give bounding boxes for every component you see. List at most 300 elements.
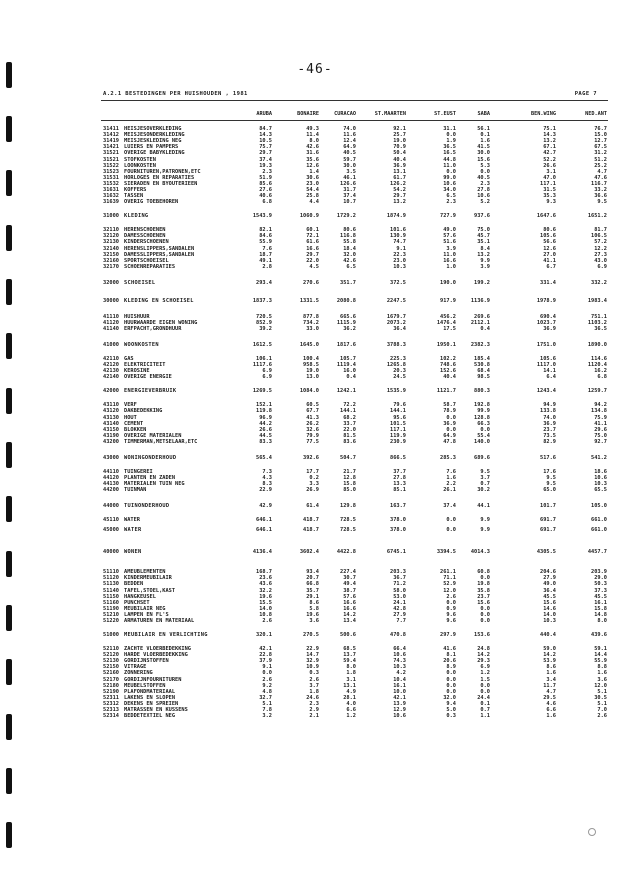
- row-code: 32150: [103, 251, 119, 258]
- row-value: 32.6: [306, 426, 319, 433]
- row-value: 19.6: [259, 593, 272, 600]
- row-value: 1.6: [546, 670, 556, 677]
- row-value: 27.6: [259, 187, 272, 193]
- row-value: 27.0: [543, 251, 556, 258]
- table-title: A.2.1 BESTEDINGEN PER HUISHOUDEN , 1981: [103, 91, 248, 97]
- row-code: 31523: [103, 168, 119, 175]
- row-value: 541.2: [591, 454, 607, 461]
- row-value: 10.3: [543, 618, 556, 624]
- row-code: 51000: [103, 632, 119, 638]
- row-value: 10.5: [259, 138, 272, 145]
- row-value: 19.0: [393, 138, 406, 145]
- row-value: 52.9: [443, 581, 456, 588]
- row-label: OVERIG TOEBEHOREN: [124, 199, 179, 206]
- row-value: 80.6: [343, 227, 356, 234]
- row-label: DAMESSLIPPERS,SANDALEN: [124, 251, 195, 258]
- row-value: 14.4: [594, 652, 607, 659]
- table-row: [0, 150, 630, 156]
- row-value: 0.0: [480, 426, 490, 433]
- row-value: 378.0: [390, 517, 406, 524]
- row-value: 99.9: [477, 408, 490, 415]
- row-code: 44110: [103, 468, 119, 475]
- row-value: 41.5: [477, 144, 490, 151]
- row-value: 56.6: [543, 239, 556, 246]
- row-value: 11.6: [343, 132, 356, 139]
- row-value: 1.6: [480, 138, 490, 145]
- table-row: [0, 469, 630, 475]
- row-value: 39.2: [259, 326, 272, 332]
- row-value: 40.5: [477, 174, 490, 181]
- row-value: 18.4: [343, 245, 356, 252]
- row-label: TASSEN: [124, 193, 144, 200]
- row-value: 106.5: [591, 233, 607, 240]
- row-value: 10.0: [393, 688, 406, 695]
- row-value: 225.3: [390, 356, 406, 362]
- row-label: KLEDING EN SCHOEISEL: [124, 297, 194, 304]
- row-value: 30.2: [477, 487, 490, 494]
- row-value: 185.4: [474, 356, 490, 362]
- row-value: 36.9: [543, 326, 556, 332]
- row-value: 0.0: [446, 527, 456, 534]
- row-value: 690.4: [540, 313, 556, 320]
- row-value: 0.7: [480, 481, 490, 488]
- row-value: 49.4: [343, 581, 356, 588]
- row-value: 26.1: [443, 487, 456, 494]
- row-value: 14.2: [343, 611, 356, 618]
- row-value: 36.9: [543, 420, 556, 427]
- row-label: WOONKOSTEN: [124, 342, 159, 348]
- row-code: 52313: [103, 707, 119, 713]
- row-value: 6.8: [262, 199, 272, 206]
- row-value: 9.5: [597, 199, 607, 206]
- table-row: [0, 258, 630, 264]
- row-value: 4.7: [597, 168, 607, 175]
- row-value: 5.2: [480, 199, 490, 206]
- row-value: 101.6: [390, 227, 406, 234]
- row-code: 31421: [103, 144, 119, 151]
- row-value: 44.5: [259, 432, 272, 439]
- row-value: 12.0: [594, 682, 607, 689]
- row-value: 691.7: [540, 527, 556, 534]
- row-value: 61.7: [393, 174, 406, 181]
- row-value: 190.0: [440, 279, 456, 286]
- row-value: 32.0: [343, 251, 356, 258]
- column-header-bonaire: BONAIRE: [297, 111, 319, 117]
- row-value: 0.3: [446, 713, 456, 720]
- row-value: 153.6: [474, 632, 490, 638]
- row-value: 23.0: [306, 180, 319, 187]
- table-row: [0, 549, 630, 555]
- row-value: 6.9: [597, 263, 607, 270]
- row-value: 17.7: [306, 468, 319, 475]
- row-value: 74.0: [543, 414, 556, 421]
- row-value: 67.5: [594, 144, 607, 151]
- row-value: 35.8: [477, 587, 490, 594]
- row-value: 37.4: [259, 156, 272, 163]
- table-row: [0, 320, 630, 326]
- row-label: MEUBELSTOFFEN: [124, 682, 166, 689]
- row-label: WONEN: [124, 549, 142, 556]
- row-value: 9.5: [546, 481, 556, 488]
- table-row: [0, 646, 630, 652]
- row-value: 646.1: [256, 527, 272, 534]
- table-row: [0, 175, 630, 181]
- row-value: 16.1: [594, 599, 607, 606]
- row-value: 2.6: [309, 676, 319, 683]
- row-value: 21.7: [343, 468, 356, 475]
- row-code: 41000: [103, 342, 119, 348]
- row-value: 1136.9: [470, 297, 490, 304]
- row-value: 130.9: [390, 233, 406, 240]
- table-row: [0, 569, 630, 575]
- row-value: 5.1: [262, 700, 272, 707]
- row-value: 8.4: [480, 245, 490, 252]
- row-value: 0.0: [480, 168, 490, 175]
- row-label: HERENSCHOENEN: [124, 227, 166, 234]
- row-value: 23.7: [543, 426, 556, 433]
- row-code: 52190: [103, 688, 119, 695]
- row-value: 10.6: [477, 193, 490, 200]
- row-value: 8.0: [597, 618, 607, 624]
- row-value: 230.9: [390, 438, 406, 445]
- row-value: 1.1: [480, 713, 490, 720]
- row-value: 57.6: [343, 593, 356, 600]
- row-value: 1817.6: [336, 342, 356, 348]
- row-label: HERENSLIPPERS,SANDALEN: [124, 245, 195, 252]
- row-value: 60.5: [306, 402, 319, 409]
- row-code: 52311: [103, 694, 119, 701]
- row-value: 101.7: [540, 503, 556, 510]
- table-row: [0, 701, 630, 707]
- header-rule: [101, 100, 608, 101]
- row-value: 7.7: [396, 618, 406, 624]
- row-value: 9.4: [446, 700, 456, 707]
- table-row: [0, 689, 630, 695]
- column-header-rule: [101, 120, 608, 121]
- row-code: 42130: [103, 368, 119, 375]
- table-row: [0, 487, 630, 493]
- row-value: 68.4: [477, 368, 490, 375]
- row-value: 4.8: [262, 688, 272, 695]
- row-code: 52314: [103, 713, 119, 720]
- row-value: 203.9: [591, 569, 607, 576]
- row-value: 0.0: [446, 414, 456, 421]
- row-value: 7.8: [262, 707, 272, 713]
- row-label: OVERIGE MATERIALEN: [124, 432, 182, 439]
- row-value: 49.0: [543, 581, 556, 588]
- table-row: [0, 594, 630, 600]
- row-value: 1023.7: [536, 319, 556, 326]
- row-code: 43110: [103, 402, 119, 409]
- table-row: [0, 670, 630, 676]
- row-value: 1121.7: [436, 388, 456, 395]
- row-code: 45110: [103, 517, 119, 524]
- row-value: 1117.6: [252, 362, 272, 369]
- row-value: 1119.4: [336, 362, 356, 369]
- row-value: 72.2: [343, 402, 356, 409]
- row-label: OVERIGE ENERGIE: [124, 374, 172, 381]
- row-value: 55.4: [477, 432, 490, 439]
- row-value: 68.5: [343, 646, 356, 652]
- row-value: 9.6: [446, 618, 456, 624]
- row-label: ZONNERING: [124, 670, 153, 677]
- row-value: 17.6: [543, 468, 556, 475]
- row-code: 43150: [103, 426, 119, 433]
- row-label: GORDIJNSTOFFEN: [124, 658, 169, 665]
- table-row: [0, 181, 630, 187]
- row-value: 2080.8: [336, 297, 356, 304]
- row-value: 297.9: [440, 632, 456, 638]
- row-value: 392.6: [303, 454, 319, 461]
- row-value: 13.0: [306, 374, 319, 381]
- row-value: 1751.0: [536, 342, 556, 348]
- table-row: [0, 132, 630, 138]
- row-value: 270.6: [303, 279, 319, 286]
- row-label: CEMENT: [124, 420, 144, 427]
- row-value: 12.4: [343, 138, 356, 145]
- row-value: 0.0: [446, 517, 456, 524]
- row-code: 32000: [103, 279, 119, 286]
- row-value: 15.6: [477, 599, 490, 606]
- row-label: GAS: [124, 356, 134, 362]
- row-value: 82.1: [259, 227, 272, 234]
- row-value: 25.7: [393, 132, 406, 139]
- row-value: 95.6: [393, 414, 406, 421]
- row-value: 70.9: [393, 144, 406, 151]
- row-value: 13.2: [393, 199, 406, 206]
- row-value: 31.6: [306, 150, 319, 157]
- row-label: SPORTSCHOEISEL: [124, 257, 169, 264]
- row-value: 85.0: [343, 487, 356, 494]
- row-value: 2073.2: [386, 319, 406, 326]
- row-value: 3394.5: [436, 549, 456, 556]
- row-value: 20.6: [443, 658, 456, 665]
- row-value: 10.6: [443, 180, 456, 187]
- row-value: 3.6: [309, 618, 319, 624]
- row-value: 53.0: [393, 593, 406, 600]
- row-label: VERF: [124, 402, 137, 409]
- row-value: 9.1: [396, 245, 406, 252]
- row-value: 2.6: [262, 618, 272, 624]
- row-value: 1242.1: [336, 388, 356, 395]
- table-row: [0, 606, 630, 612]
- row-code: 43190: [103, 432, 119, 439]
- row-value: 12.9: [393, 707, 406, 713]
- row-code: 51140: [103, 587, 119, 594]
- row-value: 27.9: [543, 575, 556, 582]
- row-value: 11.7: [543, 682, 556, 689]
- row-label: MEISJESKLEDING NEG: [124, 138, 182, 145]
- row-value: 50.4: [393, 150, 406, 157]
- row-value: 0.0: [446, 670, 456, 677]
- row-value: 2.3: [446, 199, 456, 206]
- table-row: [0, 658, 630, 664]
- row-value: 4.2: [396, 670, 406, 677]
- row-label: BLOKKEN: [124, 426, 147, 433]
- row-value: 51.2: [594, 156, 607, 163]
- row-value: 6.4: [546, 374, 556, 381]
- table-row: [0, 342, 630, 348]
- table-row: [0, 600, 630, 606]
- row-value: 16.2: [594, 368, 607, 375]
- row-value: 100.4: [303, 356, 319, 362]
- row-value: 3788.3: [386, 342, 406, 348]
- row-value: 45.5: [543, 593, 556, 600]
- row-value: 3.3: [309, 481, 319, 488]
- row-label: TAFEL,STOEL,KAST: [124, 587, 176, 594]
- row-code: 52180: [103, 682, 119, 689]
- row-value: 19.8: [477, 581, 490, 588]
- row-value: 10.8: [259, 611, 272, 618]
- row-value: 7.6: [262, 245, 272, 252]
- row-value: 92.1: [393, 126, 406, 132]
- row-value: 26.9: [306, 487, 319, 494]
- row-label: MEUBILAIR NEG: [124, 605, 166, 612]
- row-value: 1269.5: [252, 388, 272, 395]
- row-value: 4.0: [346, 700, 356, 707]
- row-value: 42.6: [343, 257, 356, 264]
- row-value: 10.3: [594, 481, 607, 488]
- row-value: 35.1: [477, 239, 490, 246]
- row-value: 6.9: [262, 374, 272, 381]
- row-value: 30.7: [343, 575, 356, 582]
- row-value: 1679.7: [386, 313, 406, 320]
- row-value: 84.7: [259, 126, 272, 132]
- row-value: 29.7: [306, 251, 319, 258]
- row-value: 49.0: [443, 227, 456, 234]
- row-value: 11.0: [443, 251, 456, 258]
- table-row: [0, 264, 630, 270]
- row-value: 1.8: [346, 670, 356, 677]
- row-value: 15.0: [594, 132, 607, 139]
- row-value: 85.1: [393, 487, 406, 494]
- row-value: 13.1: [393, 168, 406, 175]
- row-code: 52160: [103, 670, 119, 677]
- table-row: [0, 408, 630, 414]
- row-value: 0.0: [446, 426, 456, 433]
- row-label: OVERIGE BABYKLEDING: [124, 150, 185, 157]
- row-value: 13.2: [543, 138, 556, 145]
- table-row: [0, 356, 630, 362]
- row-value: 29.7: [259, 150, 272, 157]
- row-value: 67.7: [306, 408, 319, 415]
- row-value: 1.2: [346, 713, 356, 720]
- row-code: 51190: [103, 605, 119, 612]
- row-value: 13.3: [393, 481, 406, 488]
- table-row: [0, 632, 630, 638]
- row-value: 0.1: [480, 700, 490, 707]
- row-value: 8.1: [446, 652, 456, 659]
- row-value: 57.2: [594, 239, 607, 246]
- row-value: 58.7: [443, 402, 456, 409]
- row-value: 152.6: [440, 368, 456, 375]
- row-value: 35.6: [306, 156, 319, 163]
- row-value: 51.6: [443, 239, 456, 246]
- row-value: 14.3: [543, 132, 556, 139]
- row-code: 41120: [103, 319, 119, 326]
- row-value: 440.4: [540, 632, 556, 638]
- row-value: 59.4: [343, 658, 356, 665]
- row-code: 51120: [103, 575, 119, 582]
- row-value: 33.0: [306, 326, 319, 332]
- row-value: 79.9: [306, 432, 319, 439]
- row-value: 4422.8: [336, 549, 356, 556]
- row-value: 661.0: [591, 517, 607, 524]
- row-value: 3.6: [597, 676, 607, 683]
- row-value: 15.5: [259, 599, 272, 606]
- row-value: 12.7: [594, 138, 607, 145]
- row-value: 43.0: [594, 257, 607, 264]
- page-number: -46-: [297, 62, 333, 77]
- row-value: 5.1: [597, 700, 607, 707]
- row-label: TUINONDERHOUD: [124, 503, 170, 510]
- row-value: 3.9: [446, 245, 456, 252]
- row-label: HANGKEUSEL: [124, 593, 156, 600]
- row-value: 80.6: [543, 227, 556, 234]
- row-value: 3.1: [546, 168, 556, 175]
- row-value: 0.0: [480, 688, 490, 695]
- row-code: 44130: [103, 481, 119, 488]
- row-value: 2.1: [309, 713, 319, 720]
- row-label: HEISJESOVERKLEDING: [124, 126, 182, 132]
- row-value: 65.0: [543, 487, 556, 494]
- table-row: [0, 677, 630, 683]
- row-value: 504.7: [340, 454, 356, 461]
- row-label: TUINMAN: [124, 487, 147, 494]
- row-value: 47.8: [443, 438, 456, 445]
- row-value: 10.6: [393, 713, 406, 720]
- row-value: 5.3: [480, 162, 490, 169]
- row-value: 26.6: [259, 426, 272, 433]
- row-code: 32160: [103, 257, 119, 264]
- row-value: 6.5: [446, 193, 456, 200]
- row-value: 16.0: [343, 368, 356, 375]
- row-code: 31000: [103, 213, 119, 220]
- row-value: 10.4: [393, 676, 406, 683]
- row-value: 37.3: [594, 587, 607, 594]
- row-value: 83.6: [343, 438, 356, 445]
- table-row: [0, 652, 630, 658]
- row-value: 29.1: [306, 593, 319, 600]
- table-row: [0, 157, 630, 163]
- table-row: [0, 227, 630, 233]
- row-value: 0.0: [446, 682, 456, 689]
- row-value: 16.6: [443, 257, 456, 264]
- row-value: 29.3: [477, 658, 490, 665]
- row-value: 0.1: [480, 132, 490, 139]
- row-code: 32130: [103, 239, 119, 246]
- row-label: LUIERS EN PAMPERS: [124, 144, 179, 151]
- row-code: 52170: [103, 676, 119, 683]
- row-value: 12.0: [443, 587, 456, 594]
- row-code: 44120: [103, 475, 119, 481]
- row-code: 31631: [103, 187, 119, 193]
- row-value: 29.0: [594, 575, 607, 582]
- row-value: 12.8: [343, 475, 356, 481]
- row-value: 2.2: [446, 481, 456, 488]
- row-value: 36.9: [393, 162, 406, 169]
- row-value: 12.2: [594, 245, 607, 252]
- row-value: 751.1: [591, 313, 607, 320]
- row-value: 133.8: [540, 408, 556, 415]
- row-code: 31419: [103, 138, 119, 145]
- row-code: 32120: [103, 233, 119, 240]
- row-value: 2.3: [309, 700, 319, 707]
- row-value: 24.6: [306, 694, 319, 701]
- row-value: 59.0: [543, 646, 556, 652]
- row-value: 1331.5: [299, 297, 319, 304]
- row-value: 10.6: [594, 475, 607, 481]
